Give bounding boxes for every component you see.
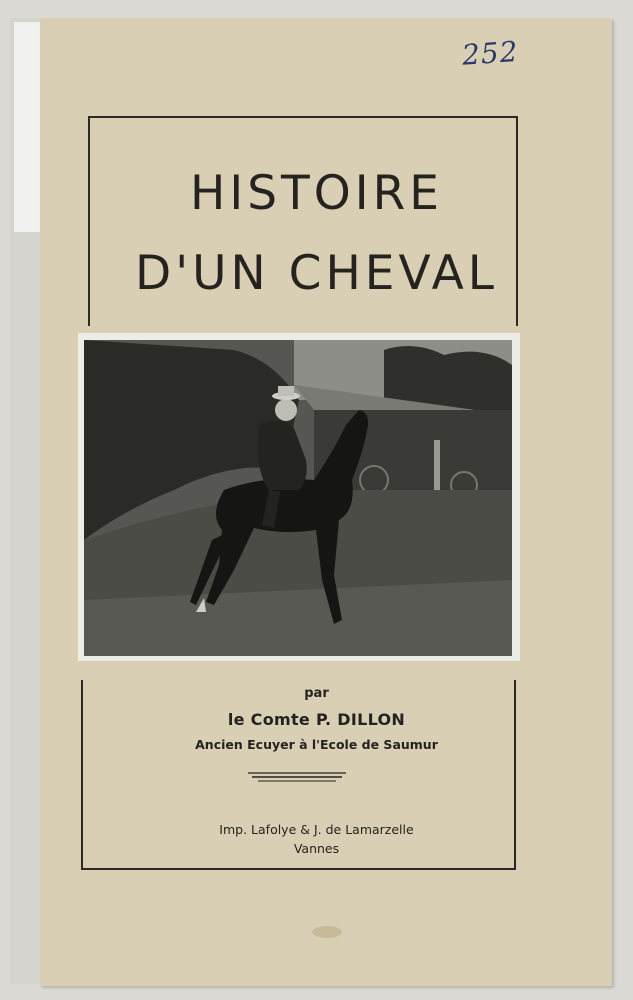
handwritten-catalog-number: 252 [460, 34, 520, 72]
horse-rider-photo [84, 340, 512, 656]
printer-city: Vannes [293, 841, 340, 856]
title-line-1: HISTOIRE [190, 166, 443, 221]
author-name: le Comte P. DILLON [227, 710, 406, 729]
title-line-2: D'UN CHEVAL [135, 246, 498, 301]
by-label: par [304, 686, 329, 701]
photo-illustration [84, 340, 512, 656]
paper-stain [312, 926, 342, 938]
author-title: Ancien Ecuyer à l'Ecole de Saumur [195, 737, 438, 752]
printer-name: Imp. Lafolye & J. de Lamarzelle [219, 822, 414, 837]
ornament-divider [248, 770, 346, 784]
